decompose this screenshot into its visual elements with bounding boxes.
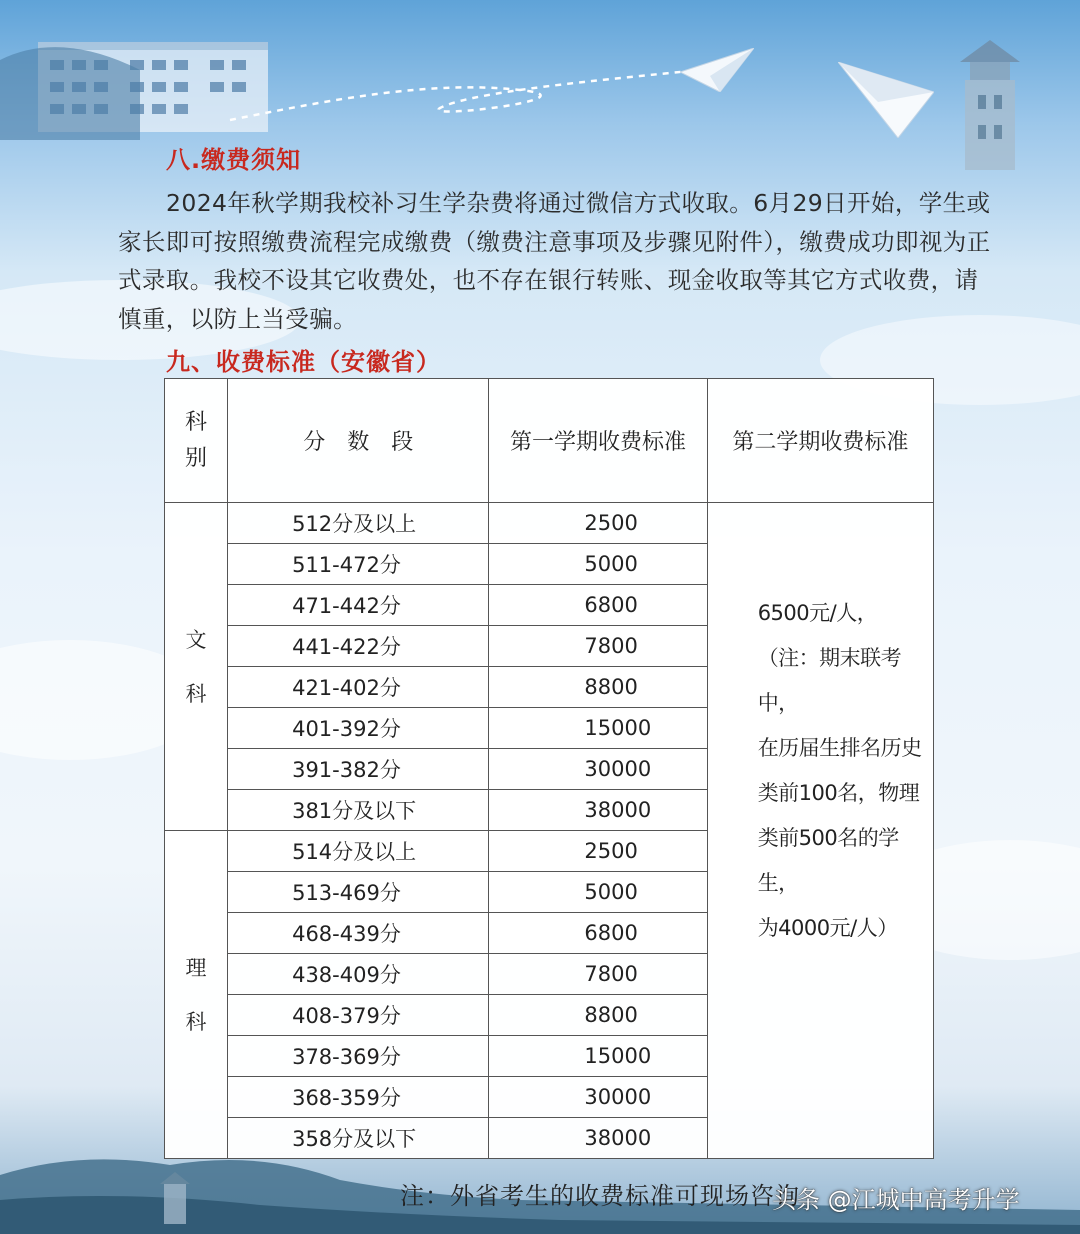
- header-second-term: 第二学期收费标准: [707, 379, 933, 503]
- header-subject-line1: 科: [185, 409, 208, 435]
- score-range: 408-379分: [228, 995, 489, 1036]
- score-range: 471-442分: [228, 585, 489, 626]
- first-term-fee: 7800: [489, 954, 707, 995]
- first-term-fee: 38000: [489, 1118, 707, 1159]
- first-term-fee: 8800: [489, 667, 707, 708]
- table-row: [165, 503, 934, 544]
- subject-like: [165, 831, 228, 1159]
- second-term-line5: 类前500名的学生，: [757, 825, 899, 895]
- footer-note: 注：外省考生的收费标准可现场咨询: [400, 1182, 800, 1210]
- second-term-line3: 在历届生排名历史: [757, 735, 922, 760]
- first-term-fee: 5000: [489, 872, 707, 913]
- payment-notice-paragraph: 2024年秋学期我校补习生学杂费将通过微信方式收取。6月29日开始，学生或家长即可按照缴费流程完成缴费（缴费注意事项及步骤见附件），缴费成功即视为正式录取。我校不设其它收费处，也不存在银行转账、现金收取等其它方式收费，请慎重，以防上当受骗。: [118, 189, 991, 333]
- first-term-fee: 38000: [489, 790, 707, 831]
- section-8-title: 八.缴费须知: [166, 146, 302, 174]
- second-term-line2: （注：期末联考中，: [757, 645, 902, 715]
- first-term-fee: 2500: [489, 503, 707, 544]
- score-range: 441-422分: [228, 626, 489, 667]
- score-range: 421-402分: [228, 667, 489, 708]
- first-term-fee: 5000: [489, 544, 707, 585]
- fee-standard-table: [164, 378, 934, 1159]
- score-range: 401-392分: [228, 708, 489, 749]
- second-term-line4: 类前100名，物理: [757, 780, 920, 805]
- first-term-fee: 30000: [489, 749, 707, 790]
- first-term-fee: 30000: [489, 1077, 707, 1118]
- section-9-title: 九、收费标准（安徽省）: [166, 348, 441, 376]
- first-term-fee: 7800: [489, 626, 707, 667]
- header-score-range: 分 数 段: [228, 379, 489, 503]
- second-term-line6: 为4000元/人）: [757, 915, 898, 940]
- score-range: 391-382分: [228, 749, 489, 790]
- header-first-term: 第一学期收费标准: [489, 379, 707, 503]
- second-term-line1: 6500元/人，: [757, 600, 878, 625]
- first-term-fee: 6800: [489, 585, 707, 626]
- score-range: 381分及以下: [228, 790, 489, 831]
- first-term-fee: 15000: [489, 1036, 707, 1077]
- watermark: 头条 @江城中高考升学: [772, 1186, 1020, 1214]
- score-range: 358分及以下: [228, 1118, 489, 1159]
- score-range: 438-409分: [228, 954, 489, 995]
- score-range: 468-439分: [228, 913, 489, 954]
- score-range: 378-369分: [228, 1036, 489, 1077]
- subject-wenke: [165, 503, 228, 831]
- first-term-fee: 2500: [489, 831, 707, 872]
- score-range: 368-359分: [228, 1077, 489, 1118]
- header-subject-line2: 别: [185, 445, 208, 471]
- first-term-fee: 8800: [489, 995, 707, 1036]
- score-range: 512分及以上: [228, 503, 489, 544]
- paper-plane-small-icon: [680, 48, 754, 92]
- score-range: 513-469分: [228, 872, 489, 913]
- subject-wenke-line1: 文: [185, 627, 207, 652]
- second-term-fee-note: [707, 503, 933, 1159]
- header-subject: [165, 379, 228, 503]
- first-term-fee: 15000: [489, 708, 707, 749]
- paper-plane-large-icon: [838, 62, 934, 138]
- subject-like-line2: 科: [185, 1009, 207, 1034]
- score-range: 511-472分: [228, 544, 489, 585]
- subject-wenke-line2: 科: [185, 681, 207, 706]
- table-header-row: [165, 379, 934, 503]
- score-range: 514分及以上: [228, 831, 489, 872]
- subject-like-line1: 理: [185, 955, 207, 980]
- first-term-fee: 6800: [489, 913, 707, 954]
